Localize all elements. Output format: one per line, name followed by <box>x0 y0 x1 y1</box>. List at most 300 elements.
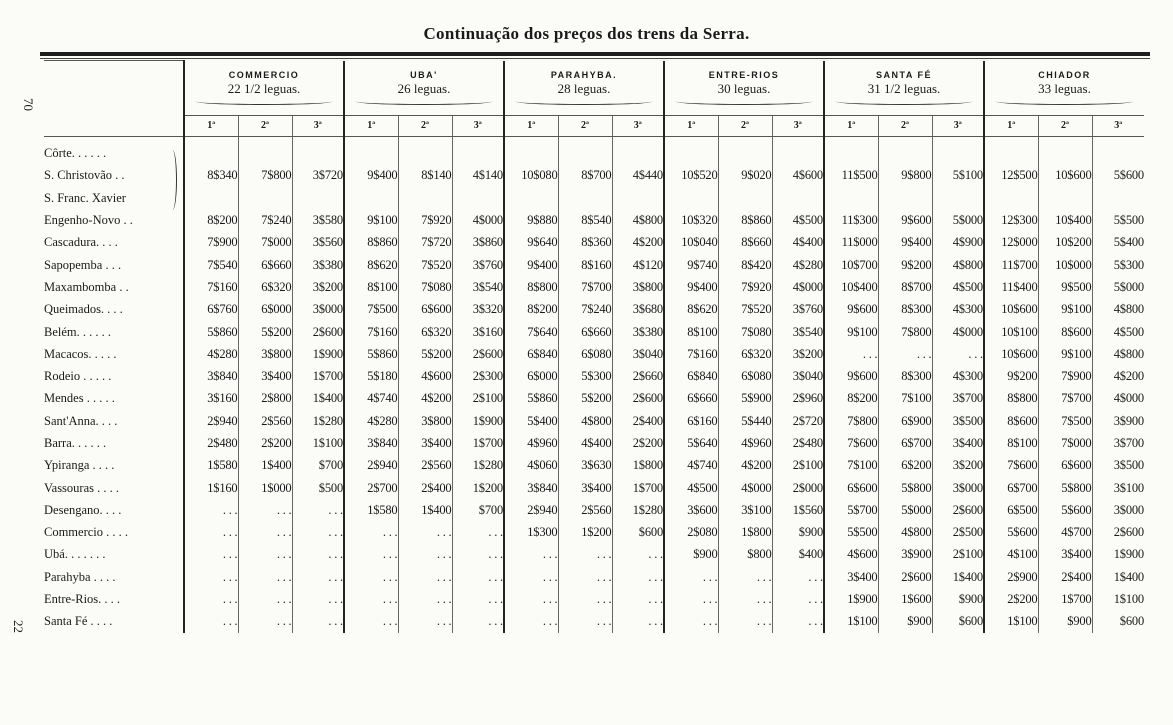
fare-cell: 10$200 <box>1038 232 1092 254</box>
fare-cell: 8$200 <box>184 209 238 231</box>
group-distance: 26 leguas. <box>397 81 451 96</box>
fare-cell: 1$300 <box>504 522 558 544</box>
fare-cell: 4$200 <box>612 232 664 254</box>
fare-cell: 8$100 <box>344 276 398 298</box>
fare-cell: 3$100 <box>1092 477 1144 499</box>
fare-cell: $800 <box>718 544 772 566</box>
fare-cell: $600 <box>932 611 984 633</box>
fare-cell: 1$100 <box>984 611 1038 633</box>
fare-cell: 8$540 <box>558 209 612 231</box>
fare-cell: 8$420 <box>718 254 772 276</box>
fare-cell: 4$300 <box>932 365 984 387</box>
fare-cell: 4$400 <box>772 232 824 254</box>
group-distance: 22 1/2 leguas. <box>227 81 301 96</box>
fare-cell: $900 <box>878 611 932 633</box>
fare-cell: 9$600 <box>824 299 878 321</box>
fare-cell: 4$500 <box>772 209 824 231</box>
fare-cell <box>504 187 558 209</box>
fare-cell: . . . <box>718 588 772 610</box>
fare-cell: 1$900 <box>824 588 878 610</box>
fare-cell: 11$400 <box>984 276 1038 298</box>
fare-cell: 2$100 <box>772 455 824 477</box>
fare-cell: . . . <box>504 544 558 566</box>
fare-cell <box>558 187 612 209</box>
class-header: 3ª <box>452 115 504 136</box>
fare-cell: 9$200 <box>984 365 1038 387</box>
fare-cell: 3$320 <box>452 299 504 321</box>
fare-cell: . . . <box>238 544 292 566</box>
fare-cell: 2$800 <box>238 388 292 410</box>
fare-cell: . . . <box>292 588 344 610</box>
fare-cell: . . . <box>398 566 452 588</box>
fare-cell: . . . <box>612 544 664 566</box>
fare-cell: 6$840 <box>664 365 718 387</box>
fare-cell: 5$500 <box>1092 209 1144 231</box>
fare-cell <box>184 136 238 165</box>
table-row <box>44 276 1144 298</box>
group-distance: 30 leguas. <box>717 81 771 96</box>
fare-cell: 7$520 <box>398 254 452 276</box>
fare-cell: 2$600 <box>878 566 932 588</box>
fare-cell: 9$100 <box>344 209 398 231</box>
fare-cell: 1$400 <box>1092 566 1144 588</box>
fare-cell: . . . <box>718 566 772 588</box>
fare-cell: 4$900 <box>932 232 984 254</box>
fare-cell: 2$500 <box>932 522 984 544</box>
fare-cell: 7$160 <box>344 321 398 343</box>
fare-cell <box>772 187 824 209</box>
fare-cell: 9$740 <box>664 254 718 276</box>
fare-cell: 3$400 <box>558 477 612 499</box>
fare-cell: 2$600 <box>292 321 344 343</box>
fare-cell: 5$600 <box>1038 499 1092 521</box>
group-brace <box>356 98 492 105</box>
table-row <box>44 187 1144 209</box>
fare-cell <box>344 136 398 165</box>
fare-cell: 8$300 <box>878 365 932 387</box>
fare-cell: . . . <box>238 566 292 588</box>
fare-cell: . . . <box>772 611 824 633</box>
fare-cell: 5$000 <box>1092 276 1144 298</box>
fare-cell: 2$900 <box>984 566 1038 588</box>
fare-cell: 3$680 <box>612 299 664 321</box>
fare-cell: 9$500 <box>1038 276 1092 298</box>
fare-cell: 7$900 <box>1038 365 1092 387</box>
header-rule <box>40 52 1150 56</box>
fare-cell: 10$600 <box>1038 165 1092 187</box>
station-name: Côrte. . . . . . <box>44 146 107 161</box>
fare-cell: . . . <box>612 611 664 633</box>
fare-cell: 3$840 <box>504 477 558 499</box>
fare-cell: 3$380 <box>292 254 344 276</box>
fare-cell: 4$100 <box>984 544 1038 566</box>
fare-cell: 9$800 <box>878 165 932 187</box>
fare-cell: 5$180 <box>344 365 398 387</box>
class-header: 1ª <box>344 115 398 136</box>
table-row <box>44 432 1144 454</box>
fare-cell: 7$240 <box>558 299 612 321</box>
price-table <box>44 60 1144 633</box>
fare-cell <box>238 187 292 209</box>
fare-cell: 7$000 <box>238 232 292 254</box>
class-header: 2ª <box>238 115 292 136</box>
fare-cell: 5$600 <box>984 522 1038 544</box>
group-name: ENTRE-RIOS <box>708 70 780 80</box>
fare-cell: 1$100 <box>1092 588 1144 610</box>
table-row <box>44 544 1144 566</box>
fare-cell: 3$380 <box>612 321 664 343</box>
fare-cell: 3$160 <box>452 321 504 343</box>
fare-cell: 4$740 <box>344 388 398 410</box>
station-group-brace <box>168 150 177 210</box>
fare-cell: 2$200 <box>984 588 1038 610</box>
fare-cell: 9$400 <box>878 232 932 254</box>
group-header-1 <box>344 61 504 116</box>
fare-cell: 8$620 <box>344 254 398 276</box>
fare-cell <box>1092 136 1144 165</box>
class-header: 2ª <box>398 115 452 136</box>
fare-cell: 10$600 <box>984 299 1038 321</box>
fare-cell: 10$320 <box>664 209 718 231</box>
fare-cell: . . . <box>398 611 452 633</box>
fare-cell <box>558 136 612 165</box>
fare-cell: 2$480 <box>184 432 238 454</box>
table-row <box>44 209 1144 231</box>
fare-cell: 2$700 <box>344 477 398 499</box>
fare-cell: . . . <box>504 588 558 610</box>
fare-cell: 1$280 <box>292 410 344 432</box>
fare-cell: 3$500 <box>932 410 984 432</box>
fare-cell <box>184 187 238 209</box>
fare-cell: 6$000 <box>238 299 292 321</box>
fare-cell: . . . <box>558 611 612 633</box>
fare-cell: . . . <box>452 566 504 588</box>
class-header: 1ª <box>184 115 238 136</box>
fare-cell: 4$500 <box>664 477 718 499</box>
fare-cell: 5$000 <box>932 209 984 231</box>
fare-cell: 1$580 <box>344 499 398 521</box>
fare-cell: 2$200 <box>238 432 292 454</box>
fare-cell: 7$900 <box>184 232 238 254</box>
fare-cell: 3$860 <box>452 232 504 254</box>
fare-cell <box>1092 187 1144 209</box>
fare-cell: . . . <box>184 566 238 588</box>
group-name: COMMERCIO <box>228 70 300 80</box>
fare-cell: 8$100 <box>664 321 718 343</box>
fare-cell: 7$500 <box>1038 410 1092 432</box>
group-header-4 <box>824 61 984 116</box>
station-name: Santa Fé . . . . <box>44 614 113 629</box>
station-name: Maxambomba . . <box>44 279 129 294</box>
fare-cell: 4$800 <box>558 410 612 432</box>
fare-cell: 6$700 <box>878 432 932 454</box>
fare-cell: 3$540 <box>452 276 504 298</box>
fare-cell: 4$800 <box>612 209 664 231</box>
fare-cell: 8$140 <box>398 165 452 187</box>
fare-cell: 7$100 <box>878 388 932 410</box>
fare-cell: 9$400 <box>504 254 558 276</box>
fare-cell: 8$620 <box>664 299 718 321</box>
fare-cell: $700 <box>292 455 344 477</box>
class-header: 1ª <box>664 115 718 136</box>
class-header: 1ª <box>984 115 1038 136</box>
fare-cell: 2$940 <box>184 410 238 432</box>
fare-cell: 7$000 <box>1038 432 1092 454</box>
fare-cell: 5$400 <box>1092 232 1144 254</box>
fare-cell <box>772 136 824 165</box>
fare-cell: . . . <box>772 566 824 588</box>
fare-cell: 6$320 <box>398 321 452 343</box>
class-header: 1ª <box>504 115 558 136</box>
fare-cell: 2$560 <box>398 455 452 477</box>
fare-cell: 2$940 <box>504 499 558 521</box>
fare-cell <box>1038 136 1092 165</box>
fare-cell: 5$600 <box>1092 165 1144 187</box>
fare-cell: 2$100 <box>452 388 504 410</box>
fare-cell: 7$100 <box>824 455 878 477</box>
station-name: Commercio . . . . <box>44 525 129 540</box>
fare-cell: 5$100 <box>932 165 984 187</box>
group-header-row <box>44 61 1144 116</box>
fare-cell: 6$840 <box>504 343 558 365</box>
fare-cell: 1$560 <box>772 499 824 521</box>
table-row <box>44 365 1144 387</box>
class-header: 2ª <box>558 115 612 136</box>
fare-cell: 10$520 <box>664 165 718 187</box>
fare-cell: 4$700 <box>1038 522 1092 544</box>
fare-cell: 2$600 <box>1092 522 1144 544</box>
fare-cell: 4$280 <box>344 410 398 432</box>
table-row <box>44 477 1144 499</box>
fare-cell: 3$040 <box>772 365 824 387</box>
fare-cell: 5$440 <box>718 410 772 432</box>
fare-cell: 7$160 <box>664 343 718 365</box>
page-title: Continuação dos preços dos trens da Serra. <box>423 24 750 43</box>
fare-cell: 1$700 <box>612 477 664 499</box>
fare-cell: . . . <box>344 611 398 633</box>
station-name: Desengano. . . . <box>44 502 122 517</box>
station-name: Rodeio . . . . . <box>44 369 112 384</box>
fare-cell: $900 <box>932 588 984 610</box>
fare-cell: 4$800 <box>1092 343 1144 365</box>
fare-cell: . . . <box>184 611 238 633</box>
fare-cell: 7$500 <box>344 299 398 321</box>
group-brace <box>836 98 972 105</box>
fare-cell: 2$560 <box>238 410 292 432</box>
fare-cell: 6$660 <box>558 321 612 343</box>
fare-cell: 5$200 <box>398 343 452 365</box>
fare-cell: 9$640 <box>504 232 558 254</box>
fare-cell: . . . <box>238 588 292 610</box>
fare-cell: 1$100 <box>824 611 878 633</box>
fare-cell: 7$540 <box>184 254 238 276</box>
fare-cell: 2$100 <box>932 544 984 566</box>
fare-cell: . . . <box>664 566 718 588</box>
table-row <box>44 299 1144 321</box>
fare-cell: 8$800 <box>504 276 558 298</box>
fare-cell: 9$020 <box>718 165 772 187</box>
fare-cell: $600 <box>612 522 664 544</box>
fare-cell: 10$700 <box>824 254 878 276</box>
fare-cell: 3$720 <box>292 165 344 187</box>
fare-cell: 9$100 <box>1038 343 1092 365</box>
fare-cell: 3$900 <box>878 544 932 566</box>
margin-mark: 22 <box>11 620 26 633</box>
fare-cell: $700 <box>452 499 504 521</box>
fare-cell: 3$200 <box>932 455 984 477</box>
fare-cell: . . . <box>398 544 452 566</box>
table-row <box>44 410 1144 432</box>
fare-cell: 3$000 <box>1092 499 1144 521</box>
table-row <box>44 499 1144 521</box>
group-distance: 28 leguas. <box>557 81 611 96</box>
fare-cell: 3$840 <box>184 365 238 387</box>
fare-cell: 3$630 <box>558 455 612 477</box>
group-name: SANTA FÉ <box>876 70 932 80</box>
fare-cell: 3$900 <box>1092 410 1144 432</box>
fare-cell: 4$120 <box>612 254 664 276</box>
group-distance: 31 1/2 leguas. <box>867 81 941 96</box>
fare-cell: 3$000 <box>292 299 344 321</box>
fare-cell <box>718 136 772 165</box>
fare-cell: 2$940 <box>344 455 398 477</box>
fare-cell: . . . <box>612 588 664 610</box>
fare-cell: 5$860 <box>184 321 238 343</box>
group-brace <box>516 98 652 105</box>
fare-cell: 6$160 <box>664 410 718 432</box>
table-row <box>44 388 1144 410</box>
fare-cell: $600 <box>1092 611 1144 633</box>
fare-cell: 2$300 <box>452 365 504 387</box>
fare-cell: . . . <box>238 611 292 633</box>
fare-cell: 7$080 <box>398 276 452 298</box>
fare-cell: 8$660 <box>718 232 772 254</box>
fare-cell: 8$100 <box>984 432 1038 454</box>
fare-cell: . . . <box>504 566 558 588</box>
fare-cell: 10$000 <box>1038 254 1092 276</box>
fare-cell: 5$200 <box>558 388 612 410</box>
fare-cell: 3$000 <box>932 477 984 499</box>
fare-cell: 7$800 <box>824 410 878 432</box>
fare-cell: . . . <box>344 566 398 588</box>
fare-cell: 4$800 <box>932 254 984 276</box>
fare-cell: 8$600 <box>984 410 1038 432</box>
fare-cell: 1$700 <box>292 365 344 387</box>
fare-cell <box>878 187 932 209</box>
fare-cell: 11$700 <box>984 254 1038 276</box>
fare-cell: 2$400 <box>1038 566 1092 588</box>
station-name: Vassouras . . . . <box>44 480 119 495</box>
fare-cell: 3$800 <box>238 343 292 365</box>
fare-cell: 1$400 <box>292 388 344 410</box>
fare-cell: 2$960 <box>772 388 824 410</box>
fare-cell: 5$700 <box>824 499 878 521</box>
fare-cell <box>718 187 772 209</box>
fare-cell: 8$300 <box>878 299 932 321</box>
fare-cell <box>984 136 1038 165</box>
group-header-5 <box>984 61 1144 116</box>
fare-cell: 3$760 <box>452 254 504 276</box>
fare-cell: 1$280 <box>452 455 504 477</box>
class-header: 3ª <box>612 115 664 136</box>
fare-cell: 9$200 <box>878 254 932 276</box>
fare-cell: 10$400 <box>1038 209 1092 231</box>
fare-cell: $500 <box>292 477 344 499</box>
fare-cell <box>932 187 984 209</box>
fare-cell: 6$700 <box>984 477 1038 499</box>
fare-cell: 3$700 <box>1092 432 1144 454</box>
group-name: CHIADOR <box>1038 70 1091 80</box>
fare-cell: . . . <box>452 544 504 566</box>
fare-cell: 1$900 <box>292 343 344 365</box>
station-name: Sapopemba . . . <box>44 257 122 272</box>
fare-cell: 4$000 <box>452 209 504 231</box>
fare-cell: 4$000 <box>772 276 824 298</box>
fare-cell: . . . <box>772 588 824 610</box>
fare-cell: 4$060 <box>504 455 558 477</box>
fare-cell: 8$160 <box>558 254 612 276</box>
group-header-2 <box>504 61 664 116</box>
group-brace <box>996 98 1133 105</box>
fare-cell <box>664 136 718 165</box>
station-name: Engenho-Novo . . <box>44 213 133 228</box>
fare-cell: 12$500 <box>984 165 1038 187</box>
fare-cell: 2$400 <box>398 477 452 499</box>
fare-cell: 1$200 <box>558 522 612 544</box>
table-row <box>44 136 1144 165</box>
fare-cell: 6$660 <box>238 254 292 276</box>
fare-cell: 10$100 <box>984 321 1038 343</box>
fare-cell: 4$440 <box>612 165 664 187</box>
fare-cell: 1$000 <box>238 477 292 499</box>
station-name: Mendes . . . . . <box>44 391 115 406</box>
fare-cell: 3$840 <box>344 432 398 454</box>
fare-cell: 4$280 <box>772 254 824 276</box>
fare-cell <box>452 136 504 165</box>
fare-cell: 3$800 <box>398 410 452 432</box>
fare-cell: 5$900 <box>718 388 772 410</box>
fare-cell: . . . <box>292 544 344 566</box>
fare-cell <box>1038 187 1092 209</box>
fare-cell: 3$200 <box>772 343 824 365</box>
fare-cell: 4$800 <box>878 522 932 544</box>
fare-cell: 10$600 <box>984 343 1038 365</box>
fare-cell: 6$320 <box>238 276 292 298</box>
fare-cell: . . . <box>184 522 238 544</box>
fare-cell: 9$100 <box>824 321 878 343</box>
fare-cell <box>664 187 718 209</box>
fare-cell: 1$900 <box>452 410 504 432</box>
fare-cell: . . . <box>398 588 452 610</box>
fare-cell: 3$800 <box>612 276 664 298</box>
fare-cell: 1$600 <box>878 588 932 610</box>
fare-cell: . . . <box>718 611 772 633</box>
fare-cell: 4$000 <box>932 321 984 343</box>
fare-cell: 6$600 <box>398 299 452 321</box>
fare-cell: 7$600 <box>984 455 1038 477</box>
fare-cell: 7$640 <box>504 321 558 343</box>
fare-cell: 7$700 <box>1038 388 1092 410</box>
fare-cell: 8$700 <box>558 165 612 187</box>
fare-cell: 2$000 <box>772 477 824 499</box>
fare-cell: 3$160 <box>184 388 238 410</box>
class-header: 3ª <box>1092 115 1144 136</box>
group-brace <box>196 98 332 105</box>
fare-cell: . . . <box>558 566 612 588</box>
fare-cell: 5$400 <box>504 410 558 432</box>
fare-cell: 11$000 <box>824 232 878 254</box>
fare-cell <box>292 187 344 209</box>
